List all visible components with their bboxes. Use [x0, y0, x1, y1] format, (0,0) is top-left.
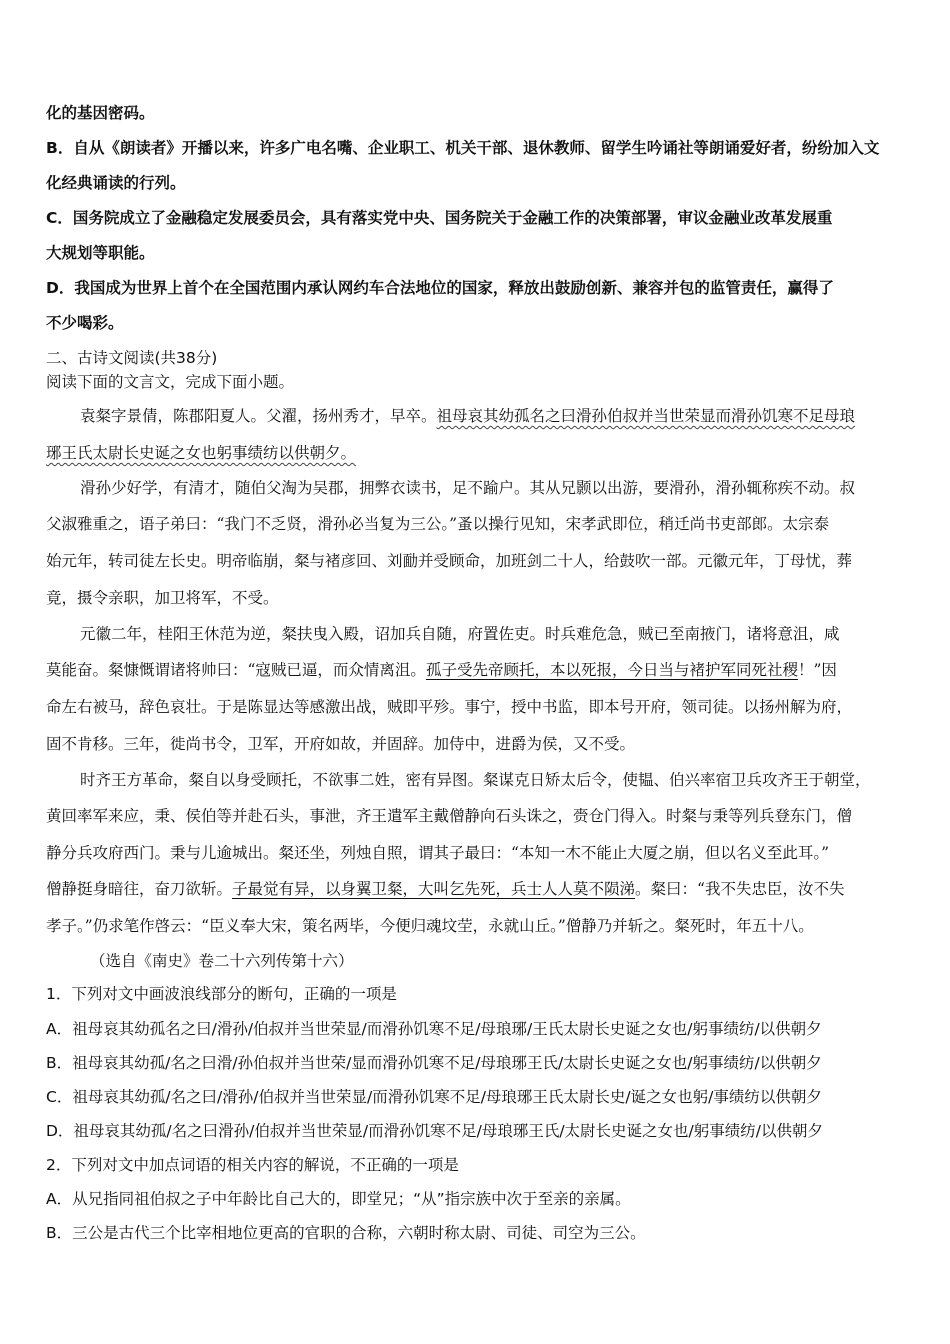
q1-option-b: B．祖母哀其幼孤/名之曰滑/孙伯叔并当世荣/显而滑孙饥寒不足/母琅琊王氏/太尉长史诞之女也/躬事绩纺/以供朝夕 — [46, 1054, 822, 1072]
prev-option-c-line1: C．国务院成立了金融稳定发展委员会，具有落实党中央、国务院关于金融工作的决策部署，审议金融业改革发展重 — [46, 209, 833, 227]
passage-p3-line1: 元徽二年，桂阳王休范为逆，粲扶曳入殿，诏加兵自随，府置佐吏。时兵难危急，贼已至南掖门，诸将意沮，咸 — [80, 625, 840, 643]
passage-p3-line4: 固不肯移。三年，徙尚书令，卫军，开府如故，并固辞。加侍中，进爵为侯，又不受。 — [46, 735, 636, 753]
passage-p4-line4 — [46, 879, 844, 899]
prev-option-b-line1: B．自从《朗读者》开播以来，许多广电名嘴、企业职工、机关干部、退休教师、留学生吟诵社等朗诵爱好者，纷纷加入文 — [46, 139, 880, 157]
passage-p2-line2: 父淑雅重之，语子弟曰：“我门不乏贤，滑孙必当复为三公。”蚤以操行见知，宋孝武即位，稍迁尚书吏部郎。太宗泰 — [46, 515, 830, 533]
passage-p2-line1: 滑孙少好学，有清才，随伯父淘为吴郡，拥弊衣读书，足不踰户。其从兄颢以出游，要滑孙，滑孙辄称疾不动。叔 — [80, 479, 856, 497]
prev-option-d-line2: 不少喝彩。 — [46, 314, 124, 332]
passage-p4-line3: 静分兵攻府西门。秉与儿逾城出。粲还坐，列烛自照，谓其子最曰：“本知一木不能止大厦之崩，但以名义至此耳。” — [46, 844, 830, 862]
passage-p3-plain: 莫能奋。粲慷慨谓诸将帅曰：“寇贼已逼，而众情离沮。 — [46, 661, 426, 679]
q1-option-a: A．祖母哀其幼孤名之曰/滑孙/伯叔并当世荣显/而滑孙饥寒不足/母琅琊/王氏太尉长史诞之女也/躬事绩纺/以供朝夕 — [46, 1020, 822, 1038]
q2-stem: 2．下列对文中加点词语的相关内容的解说，不正确的一项是 — [46, 1156, 459, 1174]
prev-question-tail: 化的基因密码。 — [46, 104, 155, 122]
prev-option-b-line2: 化经典诵读的行列。 — [46, 174, 186, 192]
q2-option-a: A．从兄指同祖伯叔之子中年龄比自己大的，即堂兄；“从”指宗族中次于至亲的亲属。 — [46, 1190, 631, 1208]
q1-option-c: C．祖母哀其幼孤/名之曰/滑孙/伯叔并当世荣显/而滑孙饥寒不足/母琅琊王氏太尉长史/诞之女也躬/事绩纺以供朝夕 — [46, 1088, 822, 1106]
passage-p3-line2 — [46, 660, 837, 680]
passage-p1-line1 — [80, 406, 855, 426]
passage-p3-line3: 命左右被马，辞色哀壮。于是陈显达等感激出战，贼即平殄。事宁，授中书监，即本号开府，领司徒。以扬州解为府， — [46, 698, 853, 716]
section-heading: 二、古诗文阅读(共38分) — [46, 349, 218, 367]
passage-p4-plain-end: 。粲曰：“我不失忠臣，汝不失 — [635, 880, 845, 898]
passage-p1-plain: 袁粲字景倩，陈郡阳夏人。父濯，扬州秀才，早卒。 — [80, 407, 437, 425]
q2-option-b: B．三公是古代三个比宰相地位更高的官职的合称，六朝时称太尉、司徒、司空为三公。 — [46, 1224, 646, 1242]
passage-p3-plain-end: ！”因 — [797, 661, 837, 679]
passage-p3-underlined-sentence: 孤子受先帝顾托，本以死报，今日当与褚护军同死社稷 — [425, 661, 798, 679]
passage-p4-line2: 黄回率军来应，秉、侯伯等并赴石头，事泄，齐王遣军主戴僧静向石头诛之，赍仓门得入。时粲与秉等列兵登东门，僧 — [46, 807, 853, 825]
passage-p1-wavy-segment: 祖母哀其幼孤名之曰滑孙伯叔并当世荣显而滑孙饥寒不足母琅 — [436, 407, 856, 425]
section-instruction: 阅读下面的文言文，完成下面小题。 — [46, 373, 295, 391]
prev-option-c-line2: 大规划等职能。 — [46, 244, 155, 262]
passage-p4-plain: 僧静挺身暗往，奋刀欲斩。 — [46, 880, 233, 898]
q1-option-d: D．祖母哀其幼孤/名之曰滑孙/伯叔并当世荣显/而滑孙饥寒不足/母琅琊王氏/太尉长史诞之女也/躬事绩纺/以供朝夕 — [46, 1122, 823, 1140]
passage-p1-wavy-segment-end: 琊王氏太尉长史诞之女也躬事绩纺以供朝夕。 — [46, 444, 357, 462]
passage-p4-underlined-sentence: 子最觉有异，以身翼卫粲，大叫乞先死，兵士人人莫不陨涕 — [232, 880, 636, 898]
passage-p2-line3: 始元年，转司徒左长史。明帝临崩，粲与褚彦回、刘勔并受顾命，加班剑二十人，给鼓吹一部。元徽元年，丁母忧，葬 — [46, 552, 853, 570]
prev-option-d-line1: D．我国成为世界上首个在全国范围内承认网约车合法地位的国家，释放出鼓励创新、兼容并包的监管责任，赢得了 — [46, 279, 834, 297]
passage-source: （选自《南史》卷二十六列传第十六） — [90, 952, 354, 970]
passage-p2-line4: 竟，摄令亲职，加卫将军，不受。 — [46, 589, 279, 607]
passage-p1-line2 — [46, 443, 356, 463]
passage-p4-line1: 时齐王方革命，粲自以身受顾托，不欲事二姓，密有异图。粲谋克日矫太后令，使韫、伯兴率宿卫兵攻齐王于朝堂， — [80, 771, 871, 789]
passage-p4-line5: 孝子。”仍求笔作啓云：“臣义奉大宋，策名两毕，今便归魂坟茔，永就山丘。”僧静乃并斩之。粲死时，年五十八。 — [46, 917, 814, 935]
q1-stem: 1．下列对文中画波浪线部分的断句，正确的一项是 — [46, 985, 397, 1003]
